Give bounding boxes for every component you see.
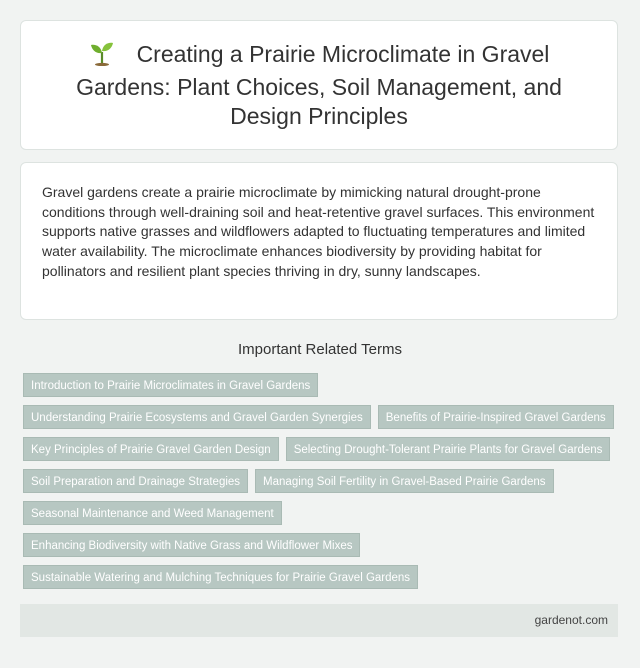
related-term-tag[interactable]: Managing Soil Fertility in Gravel-Based Prairie Gardens [255,469,554,493]
related-term-tag[interactable]: Seasonal Maintenance and Weed Management [23,501,282,525]
intro-card [20,162,618,320]
footer-site-link[interactable]: gardenot.com [534,613,608,627]
related-term-tag[interactable]: Key Principles of Prairie Gravel Garden Design [23,437,279,461]
title-card [20,20,618,150]
related-term-tag[interactable]: Selecting Drought-Tolerant Prairie Plants for Gravel Gardens [286,437,611,461]
related-term-tag[interactable]: Sustainable Watering and Mulching Techniques for Prairie Gravel Gardens [23,565,418,589]
related-terms-list [23,373,623,589]
related-term-tag[interactable]: Enhancing Biodiversity with Native Grass and Wildflower Mixes [23,533,360,557]
related-terms-heading: Important Related Terms [238,341,402,358]
page-title-text: Creating a Prairie Microclimate in Gravel Gardens: Plant Choices, Soil Management, and Design Principles [76,40,562,129]
related-term-tag[interactable]: Benefits of Prairie-Inspired Gravel Gardens [378,405,614,429]
related-term-tag[interactable]: Understanding Prairie Ecosystems and Gravel Garden Synergies [23,405,371,429]
sprout-icon [89,40,115,73]
footer [20,604,618,637]
intro-paragraph: Gravel gardens create a prairie microclimate by mimicking natural drought-prone conditions through well-draining soil and heat-retentive gravel surfaces. This environment supports native grasses and wildflowers adapted to fluctuating temperatures and limited water availability. The microclimate enhances biodiversity by providing habitat for pollinators and resilient plant species thriving in dry, sunny landscapes. [42,184,595,279]
related-term-tag[interactable]: Soil Preparation and Drainage Strategies [23,469,248,493]
page-title [21,40,617,131]
related-term-tag[interactable]: Introduction to Prairie Microclimates in Gravel Gardens [23,373,318,397]
